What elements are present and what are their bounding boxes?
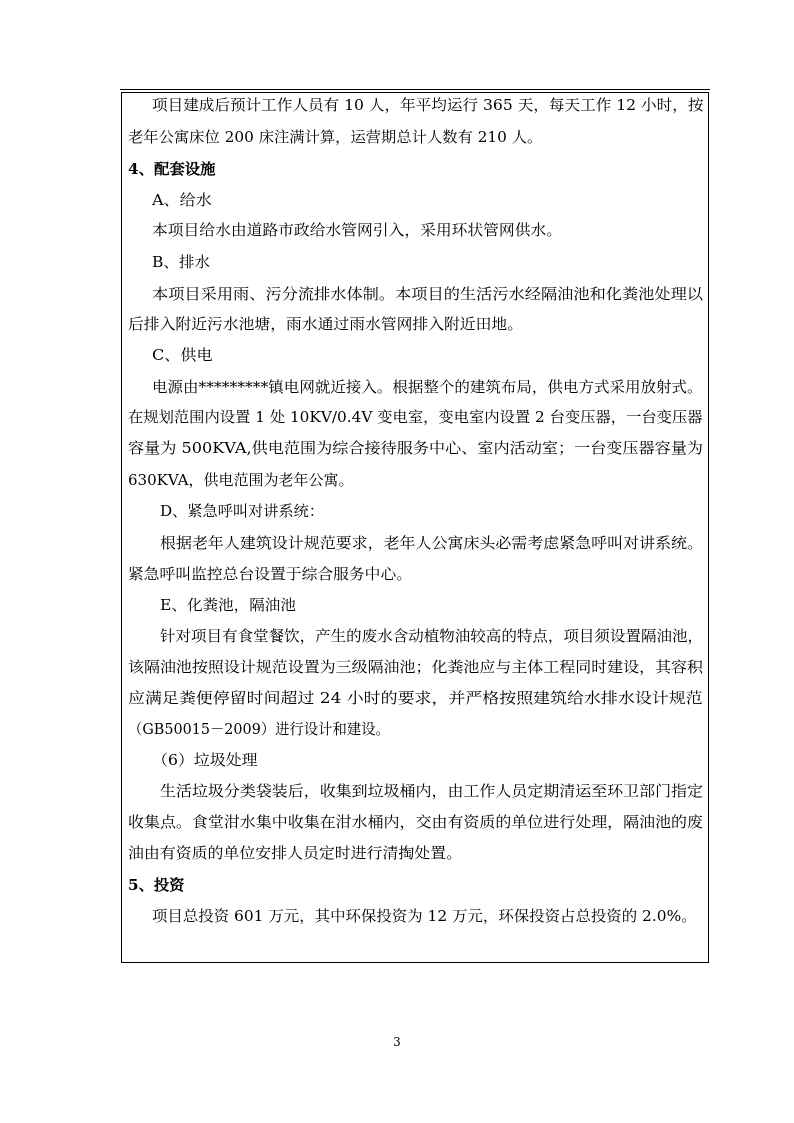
paragraph-line: 老年公寓床位 200 床注满计算，运营期总计人数有 210 人。: [128, 128, 543, 146]
paragraph-line: 该隔油池按照设计规范设置为三级隔油池；化粪池应与主体工程同时建设，其容积: [128, 658, 704, 676]
paragraph-line: 针对项目有食堂餐饮，产生的废水含动植物油较高的特点，项目须设置隔油池，: [160, 627, 704, 645]
paragraph-line: 本项目给水由道路市政给水管网引入，采用环状管网供水。: [152, 221, 563, 239]
paragraph-line: 容量为 500KVA,供电范围为综合接待服务中心、室内活动室；一台变压器容量为: [128, 439, 704, 457]
paragraph-line: C、供电: [152, 346, 213, 364]
header-rule: [120, 89, 710, 90]
paragraph-line: 收集点。食堂泔水集中收集在泔水桶内，交由有资质的单位进行处理，隔油池的废: [128, 813, 704, 831]
paragraph-line: （6）垃圾处理: [152, 751, 258, 769]
section-heading: 5、投资: [128, 876, 185, 894]
paragraph-line: 生活垃圾分类袋装后，收集到垃圾桶内，由工作人员定期清运至环卫部门指定: [160, 782, 704, 800]
paragraph-line: （GB50015－2009）进行设计和建设。: [128, 720, 390, 738]
paragraph-line: 后排入附近污水池塘，雨水通过雨水管网排入附近田地。: [128, 315, 524, 333]
paragraph-line: A、给水: [152, 191, 212, 209]
paragraph-line: 电源由*********镇电网就近接入。根据整个的建筑布局，供电方式采用放射式。: [152, 378, 703, 396]
paragraph-line: 根据老年人建筑设计规范要求，老年人公寓床头必需考虑紧急呼叫对讲系统。: [160, 534, 704, 552]
page-number: 3: [393, 1035, 401, 1049]
section-heading: 4、配套设施: [128, 160, 216, 178]
paragraph-line: 630KVA，供电范围为老年公寓。: [128, 471, 354, 489]
paragraph-line: D、紧急呼叫对讲系统：: [160, 502, 325, 520]
paragraph-line: 紧急呼叫监控总台设置于综合服务中心。: [128, 565, 413, 583]
paragraph-line: B、排水: [152, 253, 211, 271]
paragraph-line: 应满足粪便停留时间超过 24 小时的要求，并严格按照建筑给水排水设计规范: [128, 689, 703, 707]
paragraph-line: 项目建成后预计工作人员有 10 人，年平均运行 365 天，每天工作 12 小时，按: [152, 96, 704, 114]
paragraph-line: 在规划范围内设置 1 处 10KV/0.4V 变电室，变电室内设置 2 台变压器，一台变压器: [128, 408, 703, 426]
paragraph-line: E、化粪池，隔油池: [160, 596, 296, 614]
paragraph-line: 油由有资质的单位安排人员定时进行清掏处置。: [128, 844, 463, 862]
paragraph-line: 本项目采用雨、污分流排水体制。本项目的生活污水经隔油池和化粪池处理以: [152, 285, 704, 303]
paragraph-line: 项目总投资 601 万元，其中环保投资为 12 万元，环保投资占总投资的 2.0%。: [152, 907, 697, 925]
